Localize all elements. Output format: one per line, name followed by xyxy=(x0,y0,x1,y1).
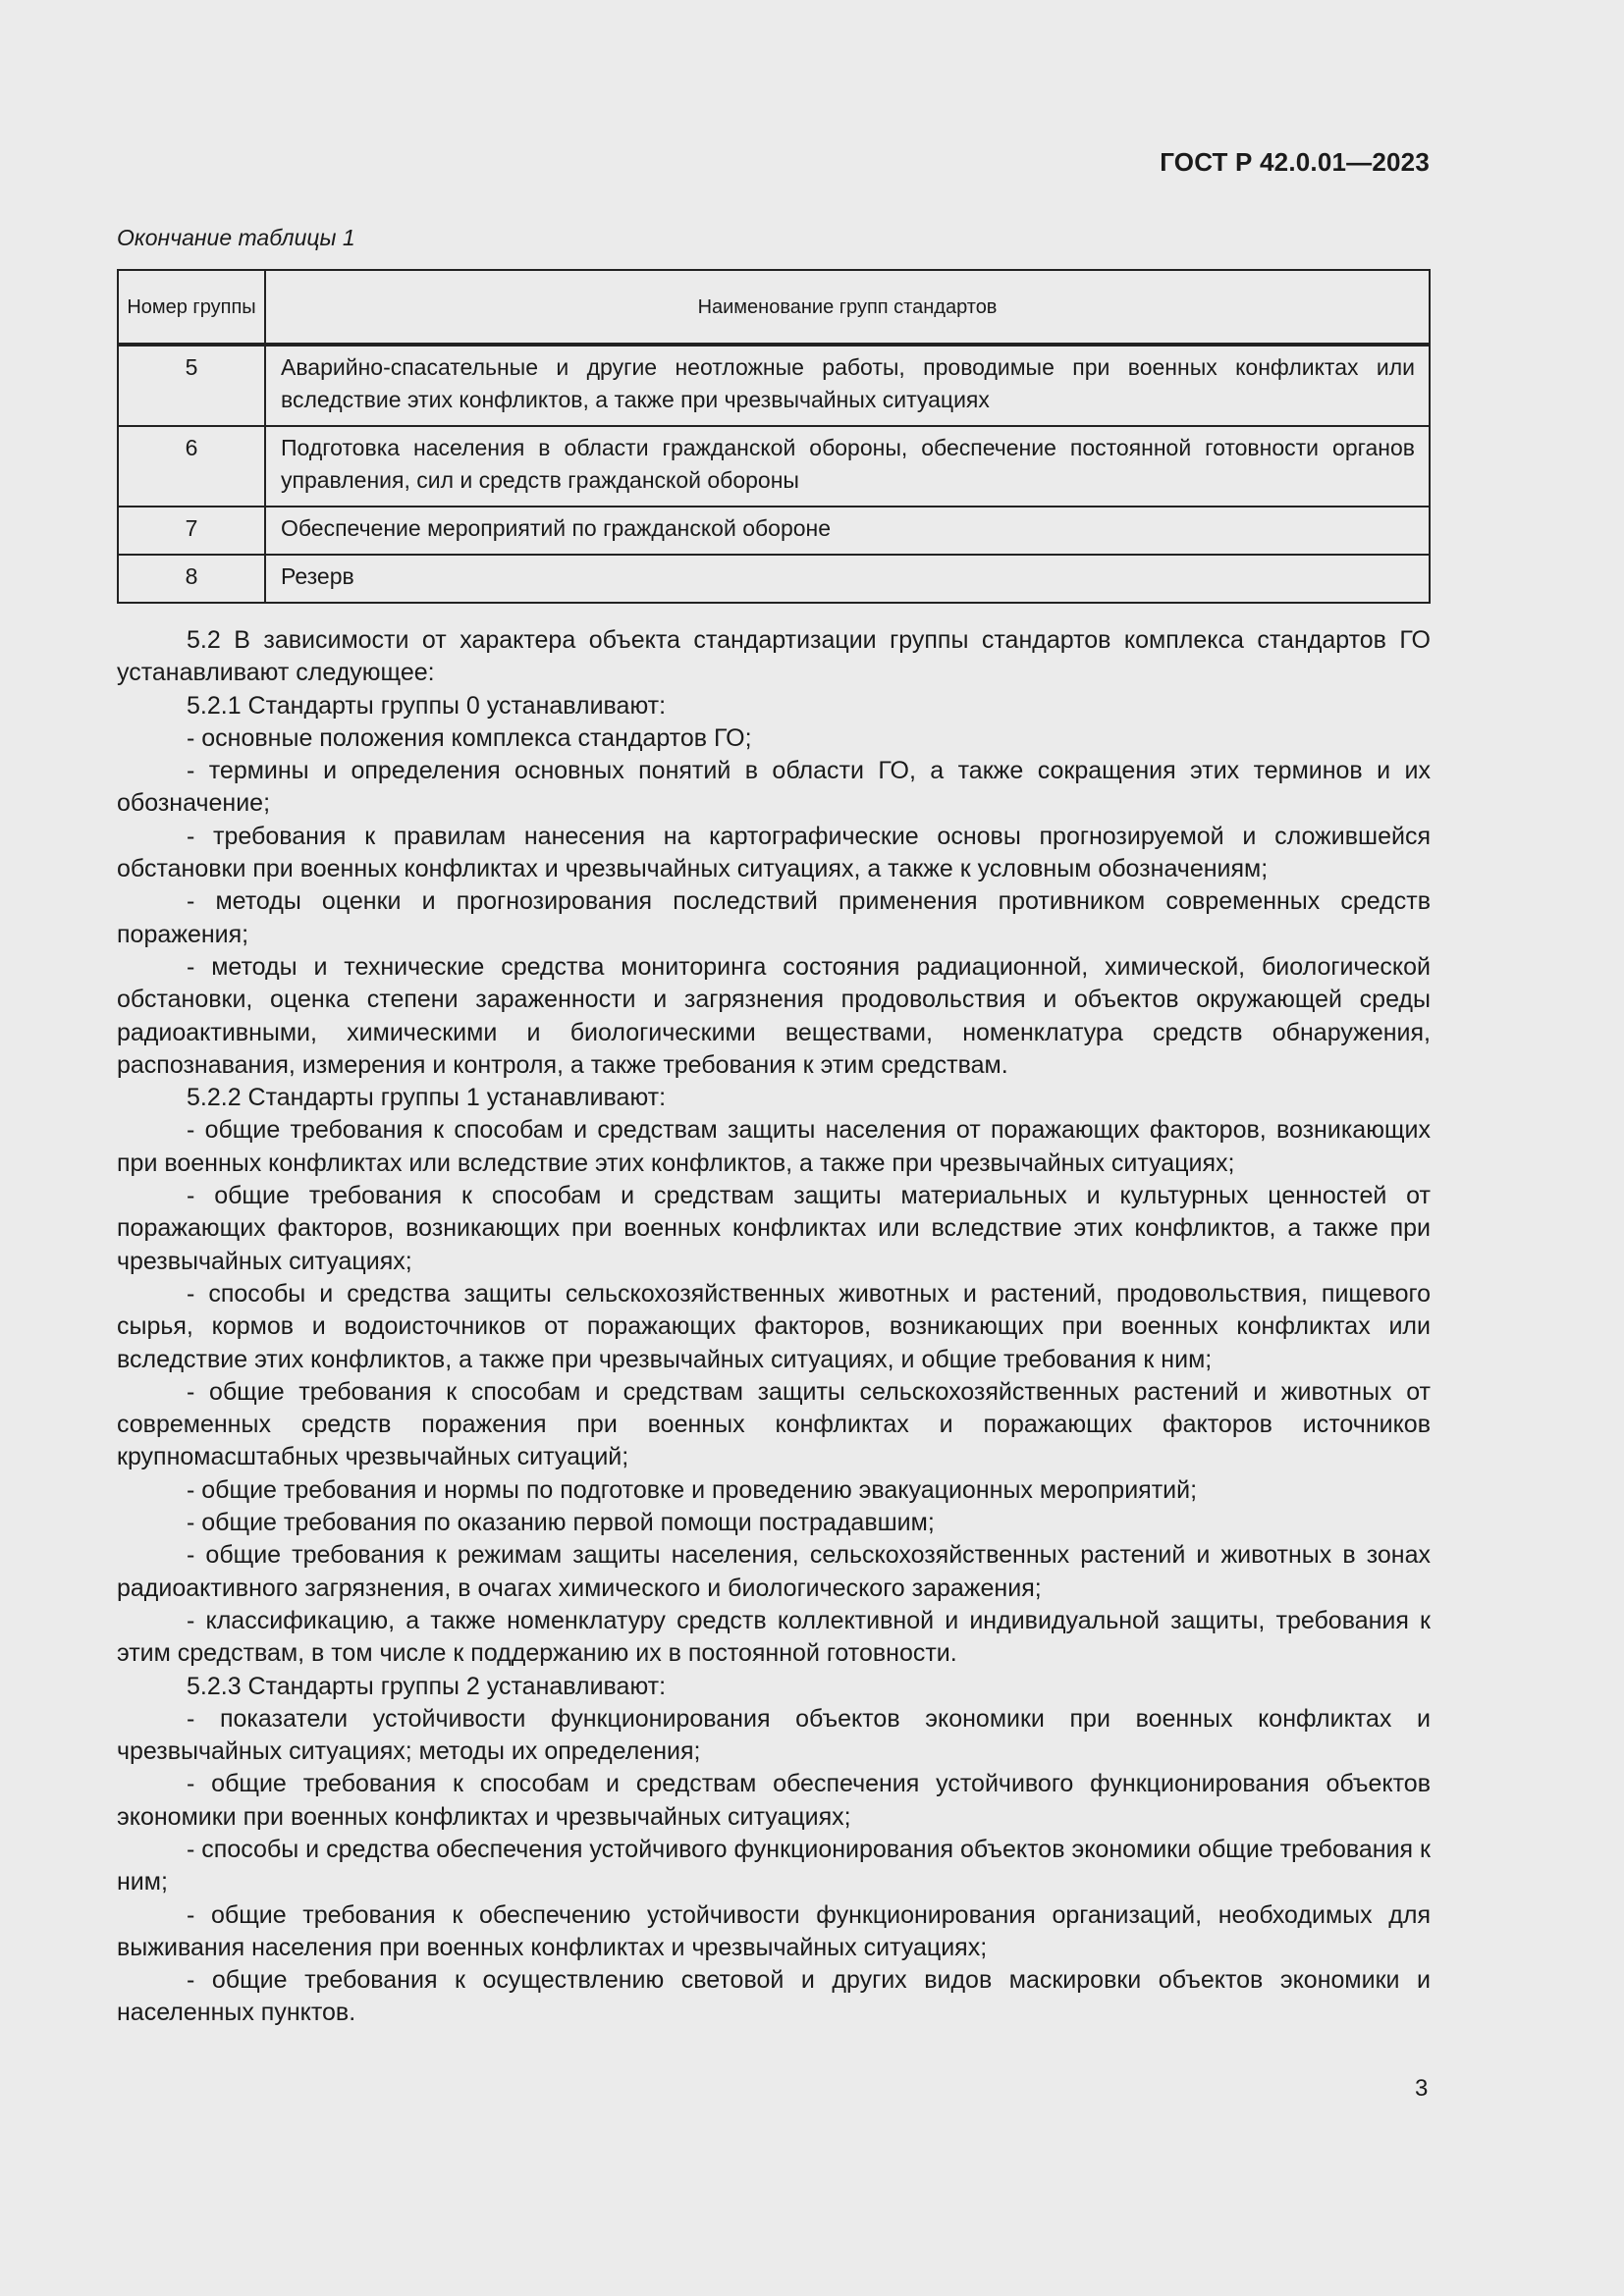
table-row xyxy=(118,555,1430,603)
list-item: - общие требования по оказанию первой помощи пострадавшим; xyxy=(187,1509,935,1537)
table-row xyxy=(118,426,1430,507)
clause-5-2-2: 5.2.2 Стандарты группы 1 устанавливают: xyxy=(187,1084,667,1112)
column-header-group-number: Номер группы xyxy=(118,270,265,345)
table-row xyxy=(118,345,1430,426)
column-header-group-name: Наименование групп стандартов xyxy=(265,270,1430,345)
table-header-row xyxy=(118,270,1430,345)
document-code: ГОСТ Р 42.0.01—2023 xyxy=(1160,147,1430,177)
group-name-cell: Обеспечение мероприятий по гражданской обороне xyxy=(265,507,1430,555)
list-item: - термины и определения основных понятий в области ГО, а также сокращения этих терминов и их обозначение; xyxy=(117,757,1431,818)
list-item: - общие требования к способам и средствам защиты населения от поражающих факторов, возникающих при военных конфликтах или вследствие этих конфликтов, а также при чрезвычайных ситуациях; xyxy=(117,1116,1431,1177)
group-name-cell: Подготовка населения в области гражданской обороны, обеспечение постоянной готовности органов управления, сил и средств гражданской обороны xyxy=(265,426,1430,507)
list-item: - общие требования к режимам защиты населения, сельскохозяйственных растений и животных в зонах радиоактивного загрязнения, в очагах химического и биологического заражения; xyxy=(117,1541,1431,1602)
list-item: - общие требования к способам и средствам обеспечения устойчивого функционирования объектов экономики при военных конфликтах и чрезвычайных ситуациях; xyxy=(117,1770,1431,1831)
table-row xyxy=(118,507,1430,555)
list-item: - требования к правилам нанесения на картографические основы прогнозируемой и сложившейся обстановки при военных конфликтах и чрезвычайных ситуациях, а также к условным обозначениям; xyxy=(117,822,1431,883)
page-number: 3 xyxy=(1415,2075,1429,2102)
list-item: - методы оценки и прогнозирования последствий применения противником современных средств поражения; xyxy=(117,887,1431,948)
clause-5-2-1: 5.2.1 Стандарты группы 0 устанавливают: xyxy=(187,691,667,720)
group-number-cell: 6 xyxy=(118,426,265,507)
list-item: - общие требования к способам и средствам защиты сельскохозяйственных растений и животных от современных средств поражения при военных конфликтах и поражающих факторов источников крупномасштабных чрезвычайных ситуаций; xyxy=(117,1377,1431,1471)
list-item: - способы и средства обеспечения устойчивого функционирования объектов экономики общие требования к ним; xyxy=(117,1835,1431,1896)
list-item: - способы и средства защиты сельскохозяйственных животных и растений, продовольствия, пищевого сырья, кормов и водоисточников от поражающих факторов, возникающих при военных конфликтах или вследствие этих конфликтов, а также при чрезвычайных ситуациях, и общие требования к ним; xyxy=(117,1279,1431,1373)
table-caption: Окончание таблицы 1 xyxy=(117,225,355,250)
group-name-cell: Резерв xyxy=(265,555,1430,603)
list-item: - методы и технические средства мониторинга состояния радиационной, химической, биологической обстановки, оценка степени зараженности и загрязнения продовольствия и объектов окружающей среды радиоактивными, химическими и биологическими веществами, номенклатура средств обнаружения, распознавания, измерения и контроля, а также требования к этим средствам. xyxy=(117,952,1431,1079)
clause-5-2: 5.2 В зависимости от характера объекта стандартизации группы стандартов комплекса стандартов ГО устанавливают следующее: xyxy=(117,626,1431,687)
list-item: - основные положения комплекса стандартов ГО; xyxy=(187,723,752,752)
body-text xyxy=(117,624,1431,2030)
list-item: - общие требования к обеспечению устойчивости функционирования организаций, необходимых для выживания населения при военных конфликтах и чрезвычайных ситуациях; xyxy=(117,1900,1431,1961)
list-item: - общие требования и нормы по подготовке и проведению эвакуационных мероприятий; xyxy=(187,1475,1198,1504)
list-item: - общие требования к способам и средствам защиты материальных и культурных ценностей от поражающих факторов, возникающих при военных конфликтах или вследствие этих конфликтов, а также при чрезвычайных ситуациях; xyxy=(117,1182,1431,1275)
group-number-cell: 8 xyxy=(118,555,265,603)
list-item: - общие требования к осуществлению световой и других видов маскировки объектов экономики и населенных пунктов. xyxy=(117,1966,1431,2027)
list-item: - показатели устойчивости функционирования объектов экономики при военных конфликтах и чрезвычайных ситуациях; методы их определения; xyxy=(117,1704,1431,1766)
clause-5-2-3: 5.2.3 Стандарты группы 2 устанавливают: xyxy=(187,1672,667,1700)
list-item: - классификацию, а также номенклатуру средств коллективной и индивидуальной защиты, требования к этим средствам, в том числе к поддержанию их в постоянной готовности. xyxy=(117,1606,1431,1668)
standards-groups-table xyxy=(117,269,1431,604)
group-number-cell: 5 xyxy=(118,345,265,426)
group-name-cell: Аварийно-спасательные и другие неотложные работы, проводимые при военных конфликтах или вследствие этих конфликтов, а также при чрезвычайных ситуациях xyxy=(265,345,1430,426)
group-number-cell: 7 xyxy=(118,507,265,555)
